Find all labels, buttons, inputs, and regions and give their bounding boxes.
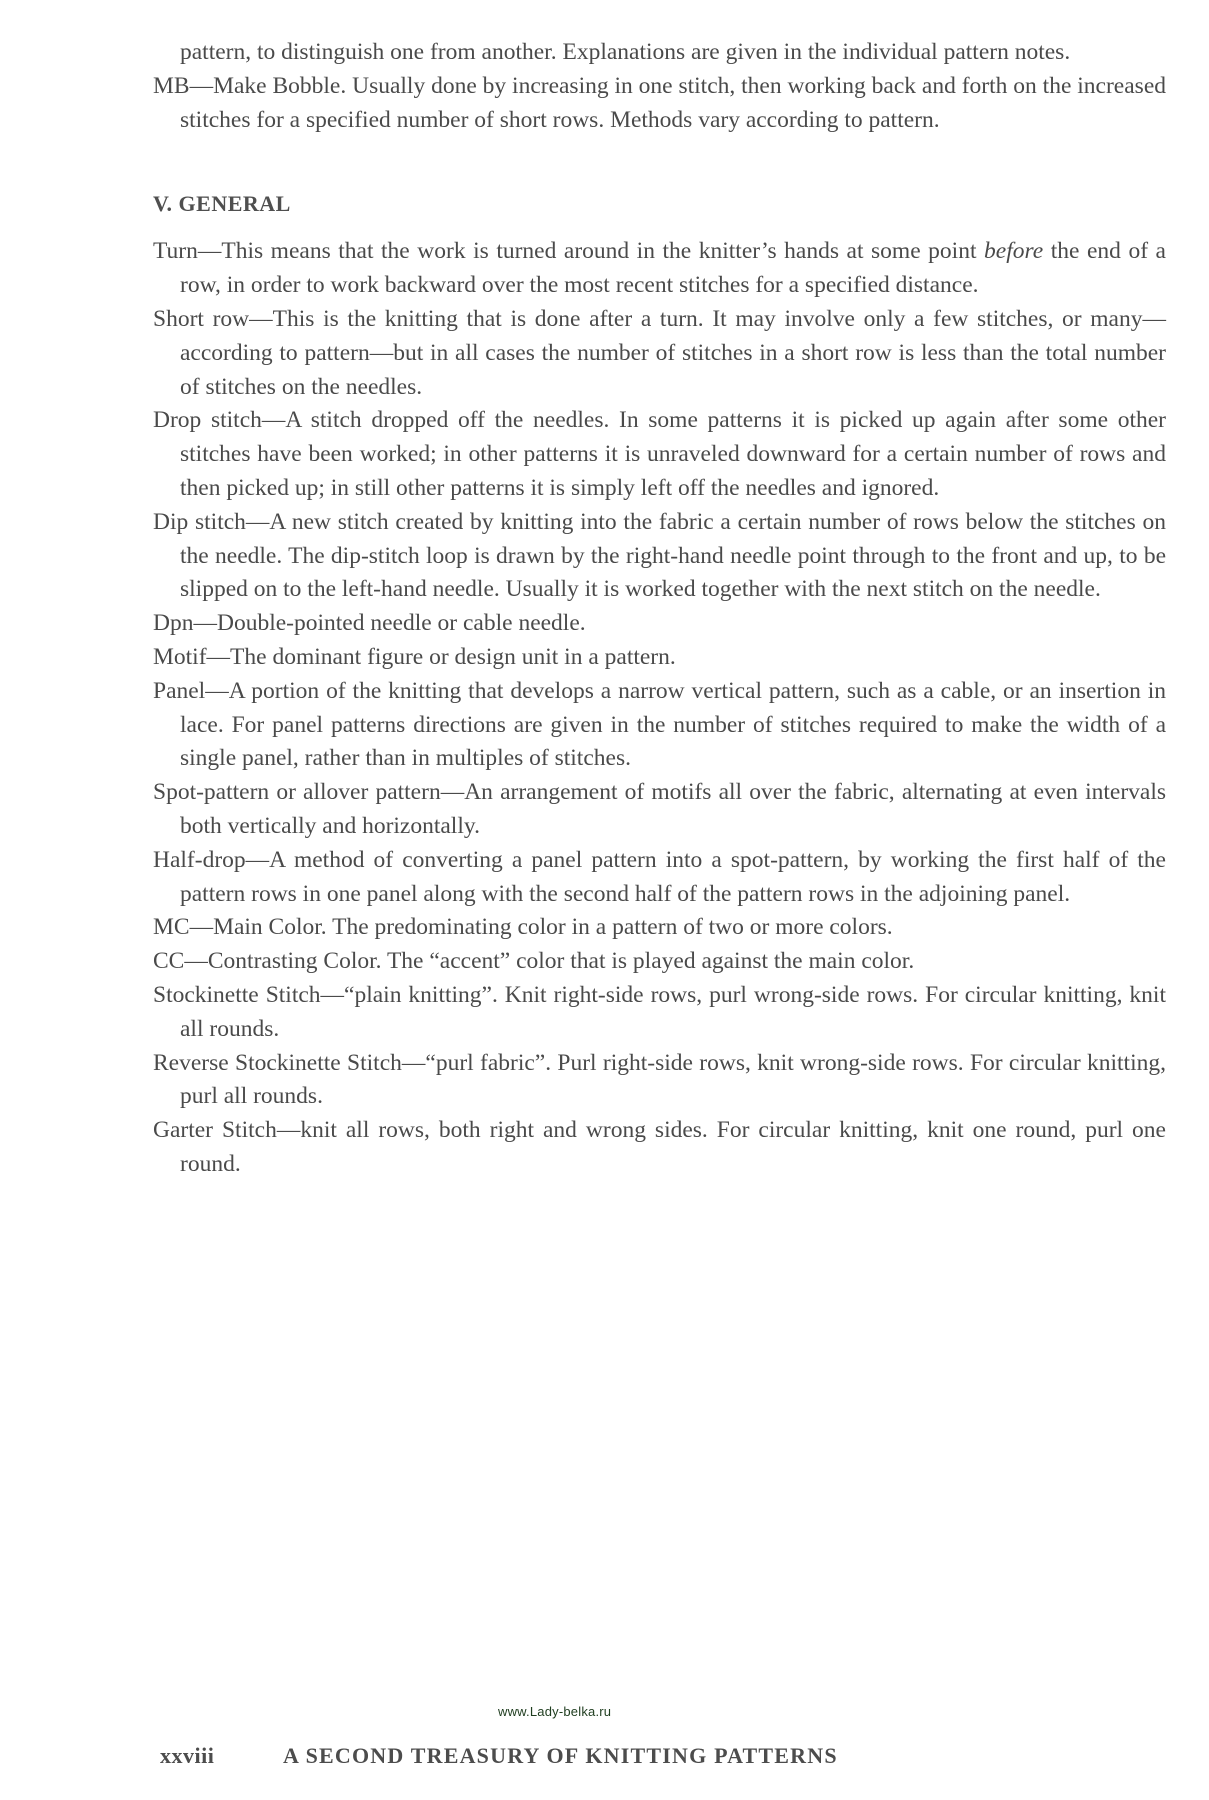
glossary-entry-stockinette (153, 979, 1166, 1047)
glossary-entry-cc (153, 945, 1166, 979)
glossary-entry-mb (153, 70, 1166, 138)
entry-definition: Double-pointed needle or cable needle. (216, 610, 586, 637)
em-dash: — (206, 643, 231, 670)
glossary-entry-garter-stitch (153, 1114, 1166, 1182)
em-dash: — (189, 72, 214, 99)
entry-definition: A new stitch created by knitting into the fabric a certain number of rows below the stitches on the needle. The dip-stitch loop is drawn by the right-hand needle point through to the front and up, to be slipped on to the left-hand needle. Usually it is worked together with the next stitch on the needle. (180, 508, 1166, 603)
entry-term: Half-drop (153, 846, 246, 873)
section-heading: V. GENERAL (153, 191, 291, 217)
em-dash: — (261, 407, 286, 434)
entry-term: Turn (153, 238, 198, 265)
em-dash: — (320, 981, 345, 1008)
entry-definition: The dominant figure or design unit in a pattern. (230, 643, 676, 670)
running-title: A SECOND TREASURY OF KNITTING PATTERNS (283, 1743, 838, 1768)
entry-definition: Main Color. The predominating color in a pattern of two or more colors. (213, 914, 893, 941)
entry-term: Dip stitch (153, 508, 246, 535)
glossary-entry-drop-stitch (153, 404, 1166, 505)
entry-term: Dpn (153, 610, 194, 637)
em-dash: — (205, 677, 229, 704)
entry-definition: A portion of the knitting that develops a narrow vertical pattern, such as a cable, or an insertion in lace. For panel patterns directions are given in the number of stitches required to make the width of a single panel, rather than in multiples of stitches. (180, 677, 1166, 772)
em-dash: — (401, 1049, 426, 1076)
entry-term: Short row (153, 305, 250, 332)
em-dash: — (276, 1117, 301, 1144)
entry-definition: An arrangement of motifs all over the fabric, alternating at even intervals both vertically and horizontally. (180, 779, 1167, 839)
em-dash: — (249, 305, 273, 332)
em-dash: — (184, 948, 208, 975)
glossary-entry-half-drop (153, 844, 1166, 912)
glossary-entry-panel (153, 675, 1166, 776)
entry-term: MC (153, 914, 190, 941)
em-dash: — (197, 238, 222, 265)
em-dash: — (189, 914, 214, 941)
glossary-entry-turn (153, 235, 1166, 303)
glossary-entry-dpn (153, 607, 1166, 641)
entry-definition-italic: before (984, 238, 1044, 265)
glossary-entry-spot-pattern (153, 776, 1166, 844)
glossary-entry-dip-stitch (153, 506, 1166, 607)
entry-term: Drop stitch (153, 407, 262, 434)
entry-term: Motif (153, 643, 207, 670)
entry-definition: “plain knitting”. Knit right-side rows, purl wrong-side rows. For circular knitting, knit all rounds. (180, 981, 1166, 1042)
em-dash: — (440, 779, 465, 806)
entry-term: Garter Stitch (153, 1117, 277, 1144)
glossary-entry-reverse-stockinette (153, 1047, 1166, 1115)
glossary-entry-short-row (153, 303, 1166, 404)
entry-definition: the end of a row, in order to work backward over the most recent stitches for a specified distance. (180, 238, 1166, 299)
entry-definition: This means that the work is turned around in the knitter’s hands at some point (221, 238, 985, 265)
entry-term: Reverse Stockinette Stitch (153, 1049, 402, 1076)
em-dash: — (245, 508, 270, 535)
continued-paragraph: pattern, to distinguish one from another. Explanations are given in the individual pattern notes. (180, 39, 1071, 65)
entry-definition: Contrasting Color. The “accent” color that is played against the main color. (207, 948, 915, 975)
entry-definition: Make Bobble. Usually done by increasing in one stitch, then working back and forth on the increased stitches for a specified number of short rows. Methods vary according to pattern. (180, 72, 1166, 133)
entry-definition: knit all rows, both right and wrong sides. For circular knitting, knit one round, purl one round. (180, 1117, 1166, 1177)
page-number: xxviii (160, 1743, 215, 1768)
entry-term: Stockinette Stitch (153, 981, 321, 1008)
watermark-url: www.Lady-belka.ru (498, 1704, 612, 1719)
entry-term: MB (153, 72, 190, 99)
glossary-entry-motif (153, 641, 1166, 675)
entry-definition: “purl fabric”. Purl right-side rows, knit wrong-side rows. For circular knitting, purl all rounds. (180, 1049, 1166, 1110)
page-footer (160, 1743, 838, 1769)
entry-definition: A stitch dropped off the needles. In some patterns it is picked up again after some other stitches have been worked; in other patterns it is unraveled downward for a certain number of rows and then picked up; in still other patterns it is simply left off the needles and ignored. (180, 407, 1166, 501)
body-text (153, 36, 1166, 1182)
entry-term: CC (153, 948, 185, 975)
em-dash: — (193, 610, 217, 637)
entry-definition: This is the knitting that is done after a turn. It may involve only a few stitches, or many—according to pattern—but in all cases the number of stitches in a short row is less than the total number of stitches on the needles. (180, 305, 1166, 400)
entry-term: Spot-pattern or allover pattern (153, 779, 441, 806)
glossary-entry-mc (153, 911, 1166, 945)
em-dash: — (245, 846, 270, 873)
entry-definition: A method of converting a panel pattern into a spot-pattern, by working the first half of the pattern rows in one panel along with the second half of the pattern rows in the adjoining panel. (180, 846, 1166, 907)
entry-term: Panel (153, 677, 206, 704)
